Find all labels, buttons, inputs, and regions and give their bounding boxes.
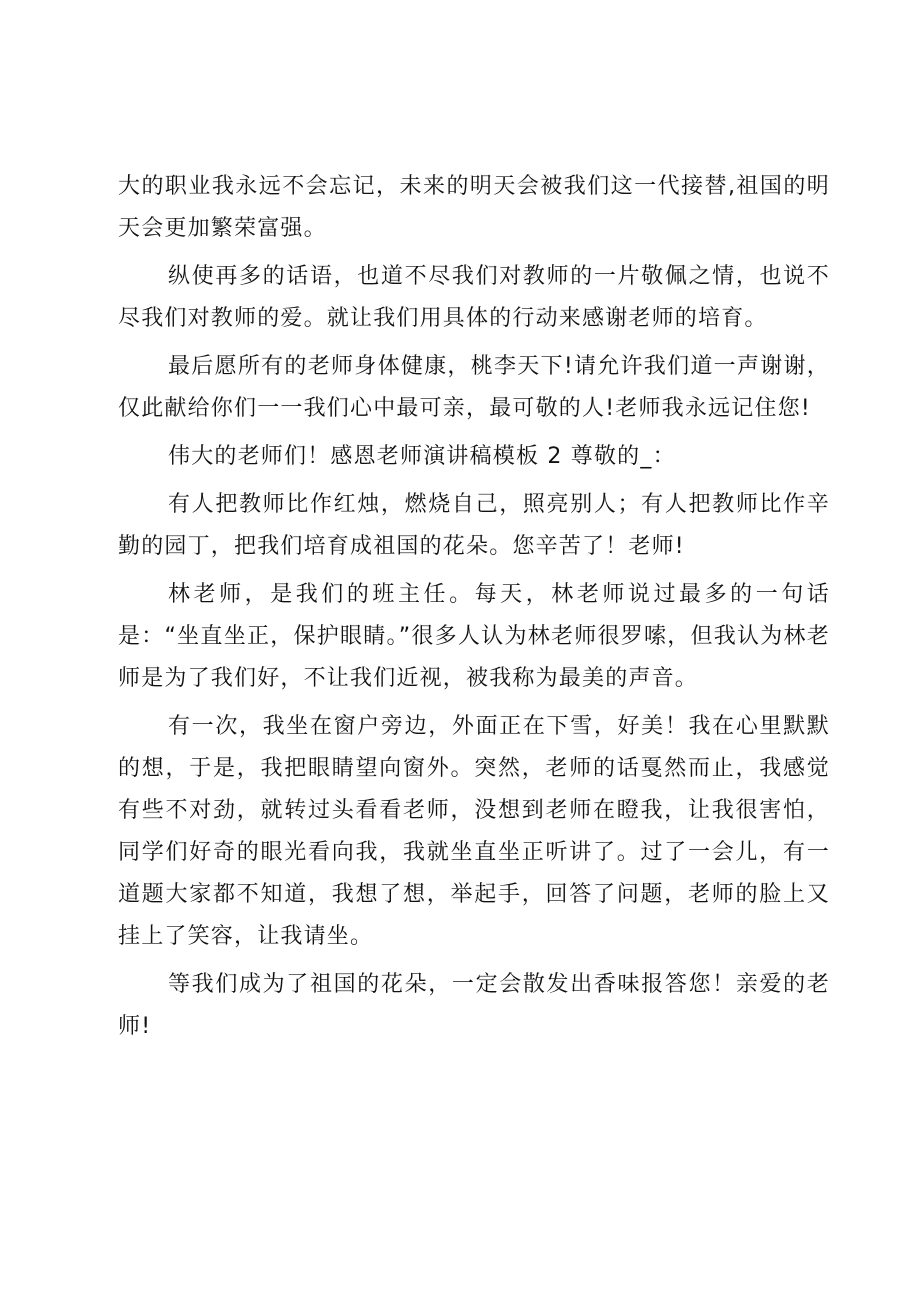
paragraph: 等我们成为了祖国的花朵，一定会散发出香味报答您！亲爱的老师! (118, 972, 830, 1039)
paragraph: 有一次，我坐在窗户旁边，外面正在下雪，好美！我在心里默默的想，于是，我把眼睛望向窗外。突然，老师的话戛然而止，我感觉有些不对劲，就转过头看看老师，没想到老师在瞪我，让我很害怕，同学们好奇的眼光看向我，我就坐直坐正听讲了。过了一会儿，有一道题大家都不知道，我想了想，举起手，回答了问题，老师的脸上又挂上了笑容，让我请坐。 (118, 714, 830, 949)
paragraph-continuation: 大的职业我永远不会忘记，未来的明天会被我们这一代接替,祖国的明天会更加繁荣富强。 (118, 174, 830, 241)
document-body (118, 166, 830, 1054)
paragraph: 有人把教师比作红烛，燃烧自己，照亮别人；有人把教师比作辛勤的园丁，把我们培育成祖国的花朵。您辛苦了！老师! (118, 492, 830, 559)
paragraph: 纵使再多的话语，也道不尽我们对教师的一片敬佩之情，也说不尽我们对教师的爱。就让我们用具体的行动来感谢老师的培育。 (118, 264, 830, 331)
section-heading-line: 伟大的老师们！感恩老师演讲稿模板 2 尊敬的_： (168, 444, 676, 469)
paragraph: 林老师，是我们的班主任。每天，林老师说过最多的一句话是：“坐直坐正，保护眼睛。”很多人认为林老师很罗嗦，但我认为林老师是为了我们好，不让我们近视，被我称为最美的声音。 (118, 582, 830, 691)
paragraph: 最后愿所有的老师身体健康，桃李天下!请允许我们道一声谢谢，仅此献给你们一一我们心中最可亲，最可敬的人!老师我永远记住您! (118, 354, 830, 421)
